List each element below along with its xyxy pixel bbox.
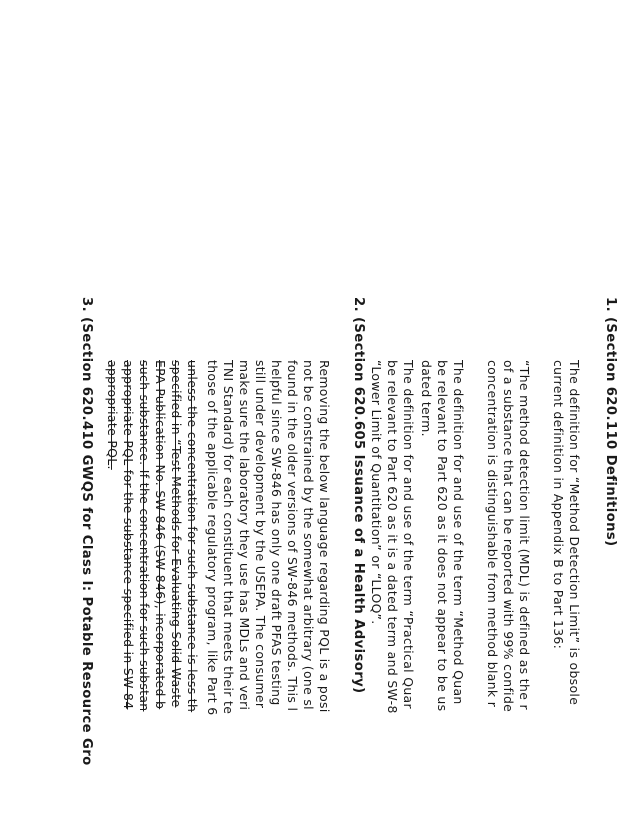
section-2-p1-line-1: Removing the below language regarding PQL is a posi	[317, 360, 332, 713]
section-1-heading: 1. (Section 620.110 Definitions)	[603, 297, 618, 547]
section-3-heading: 3. (Section 620.410 GWQS for Class I: Potable Resource Gro	[79, 297, 94, 766]
section-1-p3-line-3: dated term.	[419, 360, 434, 437]
section-2-struck-line-4: such substance. If the concentration for such substan	[137, 360, 152, 712]
section-2-struck-line-3: EPA Publication No. SW-846 (SW-846), incorporated b	[153, 360, 168, 710]
section-1-p2-line-1: “The method detection limit (MDL) is defined as the r	[517, 360, 532, 710]
section-2-struck-line-1: unless the concentration for such substance is less th	[185, 360, 200, 713]
section-1-p3-line-1: The definition for and use of the term “Method Quan	[451, 360, 466, 705]
section-1-p1-line-1: The definition for “Method Detection Limit” is obsole	[567, 360, 582, 706]
section-2-p1-line-4: helpful since SW-846 has only one draft PFAS testing	[269, 360, 284, 706]
section-1-p3-line-2: be relevant to Part 620 as it does not appear to be us	[435, 360, 450, 712]
section-1-p4-line-2: be relevant to Part 620 as it is a dated term and SW-8	[385, 360, 400, 714]
section-2-struck-line-5: appropriate PQL for the substance specified in SW-84	[121, 360, 136, 710]
section-2-p1-line-8: those of the applicable regulatory program, like Part 6	[205, 360, 220, 716]
section-2-struck-line-2: specified in “Test Methods for Evaluating Solid Waste	[169, 360, 184, 708]
section-1-p4-line-3: “Lower Limit of Quantitation” or “LLOQ”.	[369, 360, 384, 625]
section-2-struck-line-6: appropriate PQL.	[105, 360, 120, 470]
section-1-p2-line-3: concentration is distinguishable from method blank r	[485, 360, 500, 708]
section-2-p1-line-2: not be constrained by the somewhat arbitrary (one sl	[301, 360, 316, 710]
section-1-p2-line-2: of a substance that can be reported with 99% confide	[501, 360, 516, 713]
section-2-p1-line-3: found in the older versions of SW-846 methods. This l	[285, 360, 300, 712]
section-2-p1-line-6: make sure the laboratory they use has MDLs and veri	[237, 360, 252, 711]
section-2-p1-line-7: TNI Standard) for each constituent that meets their te	[221, 360, 236, 715]
section-2-p1-line-5: still under development by the USEPA. The consumer	[253, 360, 268, 709]
section-1-p1-line-2: current definition in Appendix B to Part 136:	[551, 360, 566, 650]
section-1-p4-line-1: The definition for and use of the term “Practical Quar	[401, 360, 416, 709]
section-2-heading: 2. (Section 620.605 Issuance of a Health Advisory)	[351, 297, 366, 694]
